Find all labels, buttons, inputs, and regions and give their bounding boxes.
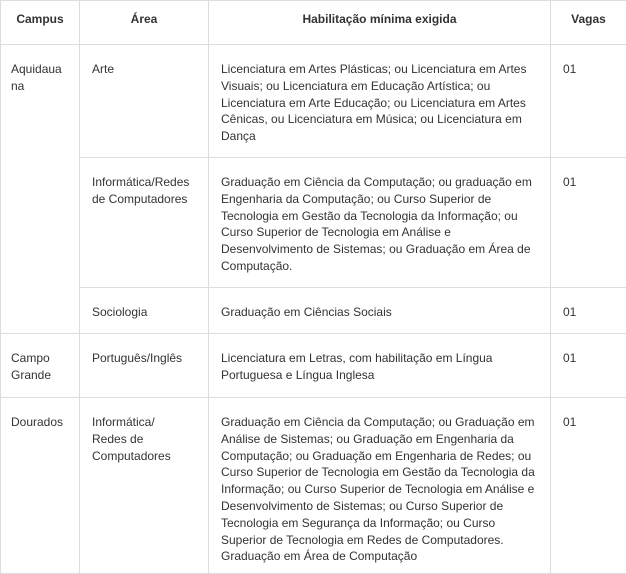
table-row: [1, 158, 626, 288]
vagas-cell: [551, 288, 626, 334]
table-row: [1, 45, 626, 158]
header-habilitacao: Habilitação mínima exigida: [209, 1, 551, 45]
campus-cell: [1, 334, 80, 398]
header-campus: Campus: [1, 1, 80, 45]
area-cell: [80, 288, 209, 334]
campus-name: Dourados: [11, 414, 69, 431]
habilitacao-text: Licenciatura em Letras, com habilitação em Língua Portuguesa e Língua Inglesa: [221, 350, 540, 384]
campus-name: Aquidaua na: [11, 61, 67, 95]
table-row: [1, 398, 626, 574]
habilitacao-cell: [209, 334, 551, 398]
area-cell: [80, 334, 209, 398]
campus-cell: [1, 45, 80, 334]
vagas-value: 01: [563, 174, 618, 191]
table-row: [1, 288, 626, 334]
table-header-row: [1, 1, 626, 45]
vagas-value: 01: [563, 414, 618, 431]
vagas-cell: [551, 158, 626, 288]
habilitacao-cell: [209, 398, 551, 574]
habilitacao-cell: [209, 45, 551, 158]
header-vagas: Vagas: [551, 1, 626, 45]
habilitacao-text: Graduação em Ciência da Computação; ou Graduação em Análise de Sistemas; ou Graduação em Engenharia da Computação; ou Graduação em Engenharia de Redes; ou Curso Superior de Tecnologia em Gestão da Tecnologia da Informação; ou Curso Superior de Tecnologia em Análise e Desenvolvimento de Sistemas; ou Curso Superior de Tecnologia em Segurança da Informação; ou Curso Superior de Tecnologia em Redes de Computadores. Graduação em Área de Computação: [221, 414, 540, 565]
vagas-value: 01: [563, 350, 618, 367]
vagas-cell: [551, 334, 626, 398]
vagas-value: 01: [563, 61, 618, 78]
table-row: [1, 334, 626, 398]
area-cell: [80, 45, 209, 158]
area-name: Sociologia: [92, 304, 198, 321]
area-cell: [80, 398, 209, 574]
area-name: Português/Inglês: [92, 350, 198, 367]
habilitacao-text: Licenciatura em Artes Plásticas; ou Licenciatura em Artes Visuais; ou Licenciatura em Educação Artística; ou Licenciatura em Arte Educação; ou Licenciatura em Artes Cênicas, ou Licenciatura em Música; ou Licenciatura em Dança: [221, 61, 540, 145]
area-name: Informática/Redes de Computadores: [92, 174, 198, 208]
vagas-cell: [551, 398, 626, 574]
vagas-cell: [551, 45, 626, 158]
area-name: Arte: [92, 61, 198, 78]
campus-name: Campo Grande: [11, 350, 61, 384]
habilitacao-text: Graduação em Ciência da Computação; ou graduação em Engenharia da Computação; ou Curso Superior de Tecnologia em Gestão da Tecnologia da Informação; ou Curso Superior de Tecnologia em Análise e Desenvolvimento de Sistemas; ou Graduação em Área de Computação.: [221, 174, 540, 275]
area-cell: [80, 158, 209, 288]
habilitacao-cell: [209, 288, 551, 334]
habilitacao-text: Graduação em Ciências Sociais: [221, 304, 540, 321]
vagas-value: 01: [563, 304, 618, 321]
campus-cell: [1, 398, 80, 574]
habilitacao-cell: [209, 158, 551, 288]
header-area: Área: [80, 1, 209, 45]
area-name: Informática/ Redes de Computadores: [92, 414, 174, 464]
